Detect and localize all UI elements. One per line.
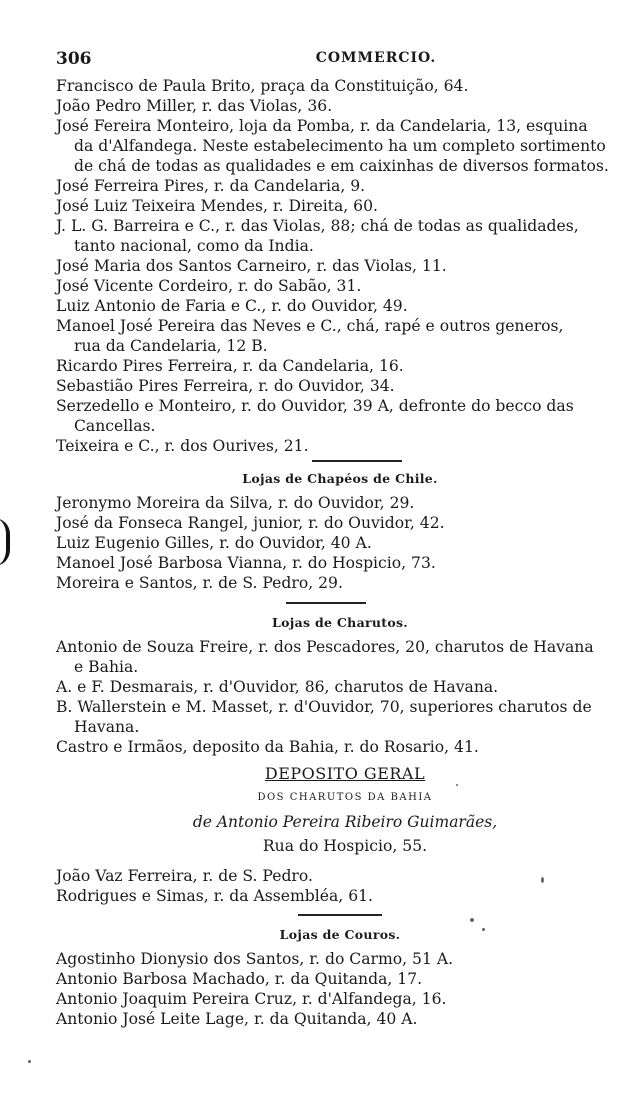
scan-speck <box>482 928 485 931</box>
entry-line: B. Wallerstein e M. Masset, r. d'Ouvidor, 70, superiores charutos de <box>56 698 592 716</box>
section-heading-couros: Lojas de Couros. <box>279 927 401 942</box>
scan-speck <box>456 784 458 786</box>
entry-line: José Fereira Monteiro, loja da Pomba, r. da Candelaria, 13, esquina <box>56 117 588 135</box>
deposito-title: DEPOSITO GERAL <box>264 764 426 783</box>
running-title: COMMERCIO. <box>315 50 437 66</box>
scan-speck <box>470 918 474 922</box>
entry-line: Ricardo Pires Ferreira, r. da Candelaria, 16. <box>56 357 404 375</box>
entry-continuation: Havana. <box>74 718 140 736</box>
section-heading-charutos: Lojas de Charutos. <box>272 615 408 630</box>
entry-line: Rodrigues e Simas, r. da Assembléa, 61. <box>56 887 373 905</box>
entry-line: Jeronymo Moreira da Silva, r. do Ouvidor, 29. <box>56 494 415 512</box>
section-heading-chapeos: Lojas de Chapéos de Chile. <box>242 471 438 486</box>
binding-edge-mark <box>0 518 10 566</box>
deposito-subtitle: DOS CHARUTOS DA BAHIA <box>257 792 433 803</box>
entry-line: Manoel José Pereira das Neves e C., chá, rapé e outros generos, <box>56 317 564 335</box>
entry-continuation: tanto nacional, como da India. <box>74 237 314 255</box>
entry-line: Antonio Barbosa Machado, r. da Quitanda, 17. <box>56 970 423 988</box>
section-divider <box>298 914 382 916</box>
entry-line: Francisco de Paula Brito, praça da Constituição, 64. <box>56 77 469 95</box>
scan-speck <box>541 877 544 883</box>
entry-line: Luiz Eugenio Gilles, r. do Ouvidor, 40 A. <box>56 534 372 552</box>
entry-continuation: de chá de todas as qualidades e em caixinhas de diversos formatos. <box>74 157 609 175</box>
entry-line: Antonio José Leite Lage, r. da Quitanda, 40 A. <box>56 1010 418 1028</box>
entry-line: José da Fonseca Rangel, junior, r. do Ouvidor, 42. <box>56 514 445 532</box>
entry-line: Moreira e Santos, r. de S. Pedro, 29. <box>56 574 343 592</box>
entry-line: João Pedro Miller, r. das Violas, 36. <box>56 97 333 115</box>
entry-line: José Ferreira Pires, r. da Candelaria, 9. <box>56 177 366 195</box>
entry-line: Teixeira e C., r. dos Ourives, 21. <box>56 437 309 455</box>
entry-line: A. e F. Desmarais, r. d'Ouvidor, 86, charutos de Havana. <box>56 678 499 696</box>
entry-line: José Maria dos Santos Carneiro, r. das Violas, 11. <box>56 257 447 275</box>
page-header <box>56 49 616 71</box>
entry-line: Antonio de Souza Freire, r. dos Pescadores, 20, charutos de Havana <box>56 638 594 656</box>
entry-continuation: e Bahia. <box>74 658 139 676</box>
entry-line: Castro e Irmãos, deposito da Bahia, r. do Rosario, 41. <box>56 738 479 756</box>
entry-line: J. L. G. Barreira e C., r. das Violas, 88; chá de todas as qualidades, <box>56 217 579 235</box>
entry-line: Sebastião Pires Ferreira, r. do Ouvidor, 34. <box>56 377 395 395</box>
entry-line: Manoel José Barbosa Vianna, r. do Hospicio, 73. <box>56 554 436 572</box>
entry-line: Antonio Joaquim Pereira Cruz, r. d'Alfandega, 16. <box>56 990 447 1008</box>
deposito-address: Rua do Hospicio, 55. <box>262 837 428 855</box>
entry-line: Serzedello e Monteiro, r. do Ouvidor, 39 A, defronte do becco das <box>56 397 574 415</box>
entry-line: José Luiz Teixeira Mendes, r. Direita, 60. <box>56 197 378 215</box>
page-number: 306 <box>56 49 92 69</box>
entry-line: João Vaz Ferreira, r. de S. Pedro. <box>56 867 313 885</box>
entry-line: Luiz Antonio de Faria e C., r. do Ouvidor, 49. <box>56 297 408 315</box>
section-divider <box>286 602 366 604</box>
scan-speck <box>28 1060 31 1063</box>
entry-continuation: da d'Alfandega. Neste estabelecimento ha um completo sortimento <box>74 137 606 155</box>
entry-continuation: rua da Candelaria, 12 B. <box>74 337 268 355</box>
section-divider <box>312 460 402 462</box>
deposito-owner: de Antonio Pereira Ribeiro Guimarães, <box>192 813 498 831</box>
entry-continuation: Cancellas. <box>74 417 156 435</box>
entry-line: Agostinho Dionysio dos Santos, r. do Carmo, 51 A. <box>56 950 454 968</box>
entry-line: José Vicente Cordeiro, r. do Sabão, 31. <box>56 277 362 295</box>
